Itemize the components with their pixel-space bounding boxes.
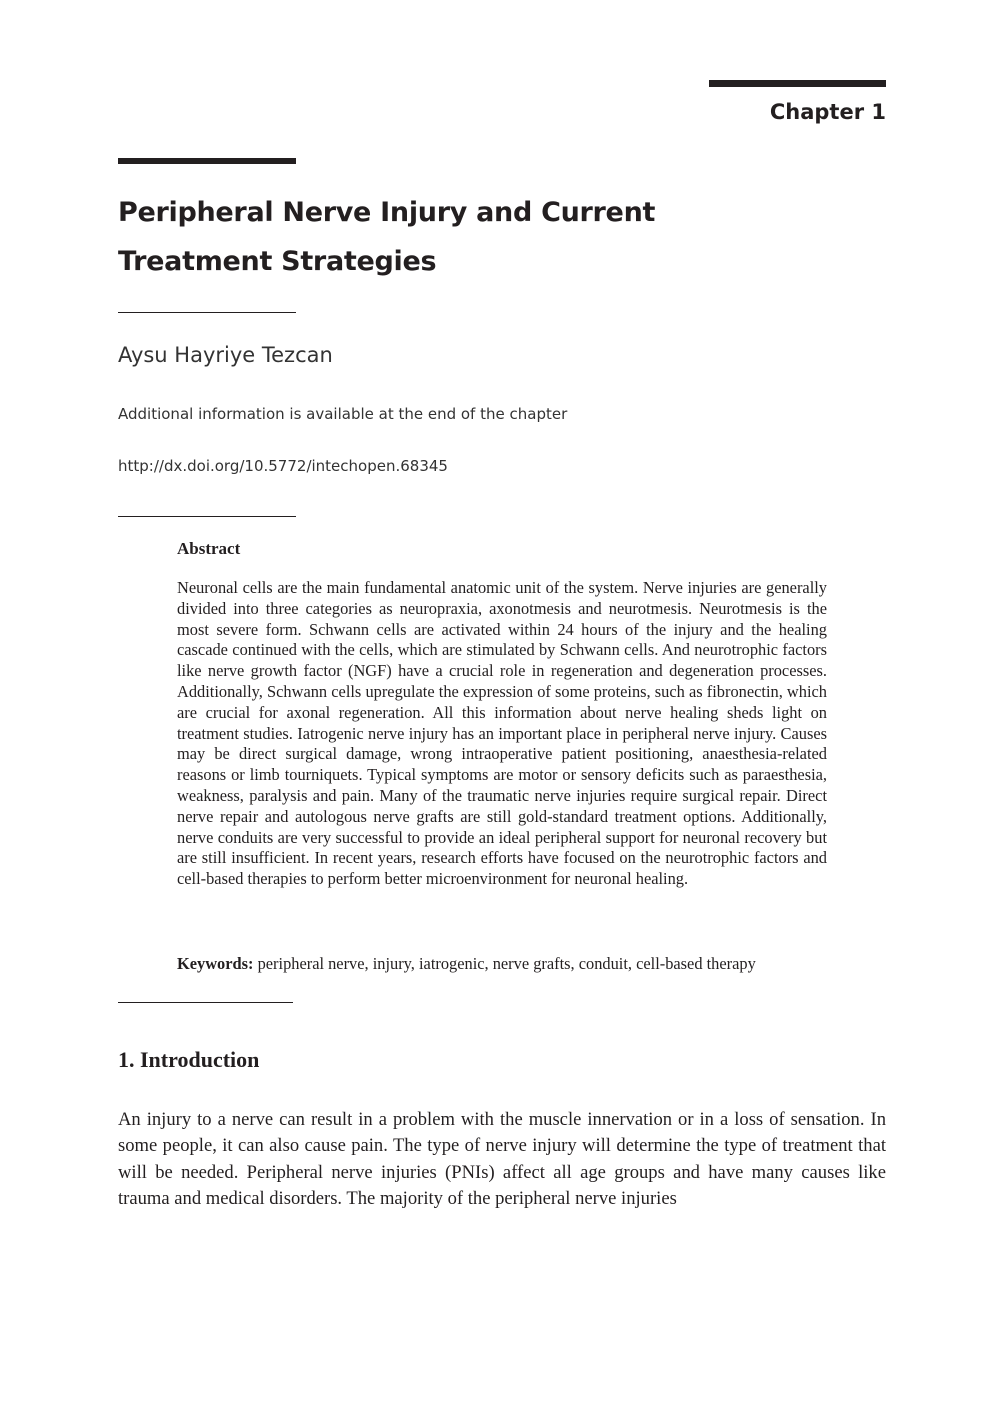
chapter-rule — [709, 80, 886, 87]
doi-link[interactable]: http://dx.doi.org/10.5772/intechopen.68345 — [118, 457, 448, 475]
introduction-heading: 1. Introduction — [118, 1047, 260, 1072]
additional-info-note: Additional information is available at the end of the chapter — [118, 405, 568, 423]
keywords-label: Keywords: — [177, 954, 254, 973]
abstract-text: Neuronal cells are the main fundamental anatomic unit of the system. Nerve injuries are generally divided into three categories as neuropraxia, axonotmesis and neurotmesis. Neurotmesis is the most severe form. Schwann cells are activated within 24 hours of the injury and the healing cascade continued with the cells, which are stimulated by Schwann cells. And neurotrophic factors like nerve growth factor (NGF) have a crucial role in regeneration and degeneration processes. Additionally, Schwann cells upregulate the expression of some proteins, such as fibronectin, which are crucial for axonal regeneration. All this information about nerve healing sheds light on treatment studies. Iatrogenic nerve injury has an important place in peripheral nerve injury. Causes may be direct surgical damage, wrong intraoperative patient positioning, anaesthesia-related reasons or limb tourniquets. Typical symptoms are motor or sensory deficits such as paraesthesia, weakness, paralysis and pain. Many of the traumatic nerve injuries require surgical repair. Direct nerve repair and autologous nerve grafts are still gold-standard treatment options. Additionally, nerve conduits are very successful to provide an ideal peripheral support for neuronal recovery but are still insufficient. In recent years, research efforts have focused on the neurotrophic factors and cell-based therapies to perform better microenvironment for neuronal healing. — [177, 578, 827, 889]
title-divider — [118, 312, 296, 313]
keywords-line — [177, 953, 837, 974]
introduction-text: An injury to a nerve can result in a problem with the muscle innervation or in a loss of sensation. In some people, it can also cause pain. The type of nerve injury will determine the type of treatment that will be needed. Peripheral nerve injuries (PNIs) affect all age groups and have many causes like trauma and medical disorders. The majority of the peripheral nerve injuries — [118, 1109, 886, 1209]
keywords-text: peripheral nerve, injury, iatrogenic, nerve grafts, conduit, cell-based therapy — [253, 954, 756, 973]
page-title: Peripheral Nerve Injury and Current Treatment Strategies — [118, 197, 656, 277]
author-name: Aysu Hayriye Tezcan — [118, 343, 333, 367]
keywords-divider — [118, 1002, 293, 1003]
chapter-label: Chapter 1 — [769, 100, 886, 124]
title-rule — [118, 158, 296, 164]
abstract-heading: Abstract — [177, 539, 241, 558]
abstract-divider — [118, 516, 296, 517]
